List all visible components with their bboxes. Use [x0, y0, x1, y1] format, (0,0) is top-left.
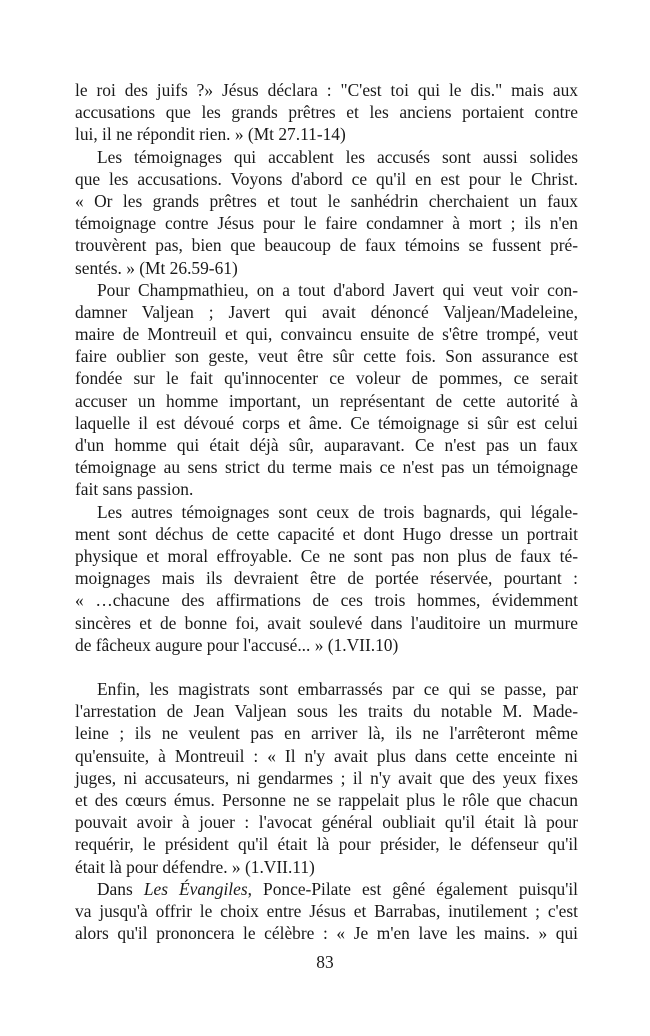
text-line: alors qu'il prononcera le célèbre : « Je m'en lave les mains. » qui [75, 923, 578, 944]
paragraph-6 [75, 878, 578, 945]
text-line: trouvèrent pas, bien que beaucoup de faux témoins se fussent pré- [75, 235, 578, 256]
text-line: l'arrestation de Jean Valjean sous les traits du notable M. Made- [75, 701, 578, 722]
text-line: sincères et de bonne foi, avait soulevé dans l'auditoire un murmure [75, 612, 578, 633]
text-line: lui, il ne répondit rien. » (Mt 27.11-14) [75, 124, 346, 145]
text-line: Les témoignages qui accablent les accusés sont aussi solides [97, 146, 578, 167]
text-line: était là pour défendre. » (1.VII.11) [75, 856, 315, 877]
text-line: fondée sur le fait qu'innocenter ce voleur de pommes, ce serait [75, 368, 578, 389]
text-line: fait sans passion. [75, 479, 194, 500]
page-body [75, 79, 578, 944]
text-line: laquelle il est dévoué corps et âme. Ce témoignage si sûr est celui [75, 412, 578, 433]
text-line: que les accusations. Voyons d'abord ce qu'il en est pour le Christ. [75, 168, 578, 189]
text-line: « …chacune des affirmations de ces trois hommes, évidemment [75, 590, 578, 611]
paragraph-4 [75, 501, 578, 656]
paragraph-1 [75, 79, 578, 146]
text-line: pouvait avoir à jouer : l'avocat général oubliait qu'il était là pour [75, 812, 578, 833]
text-line: physique et moral effroyable. Ce ne sont pas non plus de faux té- [75, 545, 578, 566]
text-line: Enfin, les magistrats sont embarrassés par ce qui se passe, par [97, 679, 578, 700]
text-line: faire oublier son geste, veut être sûr cette fois. Son assurance est [75, 346, 578, 367]
text-line: juges, ni accusateurs, ni gendarmes ; il n'y avait que des yeux fixes [75, 767, 578, 788]
text-line: de fâcheux augure pour l'accusé... » (1.VII.10) [75, 634, 399, 655]
text-line: qu'ensuite, à Montreuil : « Il n'y avait plus dans cette enceinte ni [75, 745, 578, 766]
text-fragment: Dans [97, 878, 144, 899]
paragraph-3 [75, 279, 578, 501]
text-line: témoignage contre Jésus pour le faire condamner à mort ; ils n'en [75, 213, 578, 234]
paragraph-5 [75, 678, 578, 878]
text-line: « Or les grands prêtres et tout le sanhédrin cherchaient un faux [75, 190, 578, 211]
paragraph-spacer [75, 656, 578, 678]
text-fragment: , Ponce-Pilate est gêné également puisqu'il [247, 878, 578, 899]
text-line: témoignage au sens strict du terme mais ce n'est pas un témoignage [75, 457, 578, 478]
text-line: leine ; ils ne veulent pas en arriver là, ils ne l'arrêteront même [75, 723, 578, 744]
text-line-with-title [75, 878, 578, 900]
text-line: maire de Montreuil et qui, convaincu ensuite de s'être trompé, veut [75, 324, 578, 345]
text-line: et des cœurs émus. Personne ne se rappelait plus le rôle que chacun [75, 790, 578, 810]
text-line: d'un homme qui était déjà sûr, auparavant. Ce n'est pas un faux [75, 435, 578, 455]
text-line: ment sont déchus de cette capacité et dont Hugo dresse un portrait [75, 523, 578, 544]
text-line: Les autres témoignages sont ceux de trois bagnards, qui légale- [97, 501, 578, 522]
text-line: sentés. » (Mt 26.59-61) [75, 257, 238, 278]
text-line: le roi des juifs ?» Jésus déclara : "C'est toi qui le dis." mais aux [75, 80, 578, 100]
text-line: accusations que les grands prêtres et les anciens portaient contre [75, 102, 578, 123]
text-line: requérir, le président qu'il était là pour présider, le défenseur qu'il [75, 834, 578, 855]
book-title: Les Évangiles [143, 878, 248, 899]
page-number: 83 [316, 952, 334, 972]
text-line: va jusqu'à offrir le choix entre Jésus et Barrabas, inutilement ; c'est [75, 900, 578, 921]
paragraph-2 [75, 146, 578, 279]
text-line: damner Valjean ; Javert qui avait dénoncé Valjean/Madeleine, [75, 301, 578, 322]
text-line: Pour Champmathieu, on a tout d'abord Javert qui veut voir con- [97, 279, 578, 300]
text-line: accuser un homme important, un représentant de cette autorité à [75, 390, 578, 411]
text-line: moignages mais ils devraient être de portée réservée, pourtant : [75, 568, 578, 589]
